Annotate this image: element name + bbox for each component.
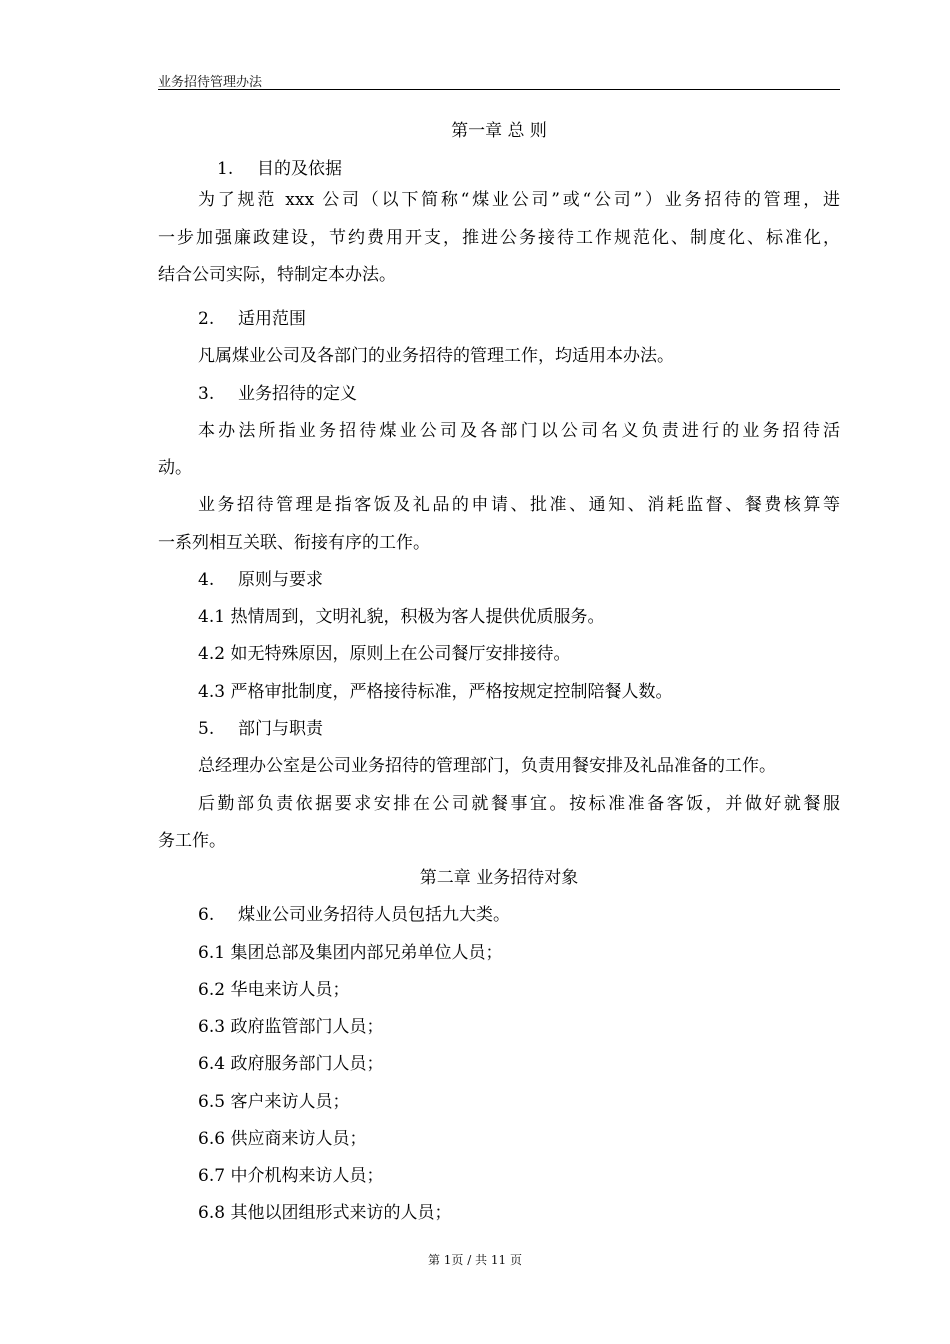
section-number: 3. [198, 384, 215, 404]
paragraph-line: 总经理办公室是公司业务招待的管理部门，负责用餐安排及礼品准备的工作。 [198, 756, 776, 776]
section-3-heading [198, 382, 357, 406]
chapter-1-title: 第一章 总 则 [451, 121, 547, 141]
paragraph-line: 动。 [158, 458, 192, 478]
section-title: 部门与职责 [238, 719, 323, 739]
list-item: 6.3 政府监管部门人员； [198, 1017, 384, 1037]
list-item: 6.4 政府服务部门人员； [198, 1054, 384, 1074]
paragraph-line: 一步加强廉政建设，节约费用开支，推进公务接待工作规范化、制度化、标准化， [158, 228, 840, 248]
running-header: 业务招待管理办法 [158, 75, 263, 90]
paragraph-line: 一系列相互关联、衔接有序的工作。 [158, 533, 430, 553]
list-item: 4.2 如无特殊原因，原则上在公司餐厅安排接待。 [198, 644, 571, 664]
section-5-heading [198, 717, 323, 741]
section-6-heading [198, 903, 510, 927]
list-item: 4.1 热情周到，文明礼貌，积极为客人提供优质服务。 [198, 607, 605, 627]
section-title: 煤业公司业务招待人员包括九大类。 [238, 905, 510, 925]
paragraph-line: 凡属煤业公司及各部门的业务招待的管理工作，均适用本办法。 [198, 346, 674, 366]
paragraph-line: 后勤部负责依据要求安排在公司就餐事宜。按标准准备客饭，并做好就餐服 [198, 794, 840, 814]
list-item: 6.6 供应商来访人员； [198, 1129, 367, 1149]
section-number: 2. [198, 309, 215, 329]
list-item: 6.2 华电来访人员； [198, 980, 350, 1000]
page-number-footer: 第 1页 / 共 11 页 [427, 1253, 523, 1267]
section-title: 适用范围 [238, 309, 306, 329]
list-item: 6.5 客户来访人员； [198, 1092, 350, 1112]
list-item: 6.1 集团总部及集团内部兄弟单位人员； [198, 943, 503, 963]
section-number: 1. [217, 159, 234, 179]
section-title: 业务招待的定义 [238, 384, 357, 404]
paragraph-line: 本办法所指业务招待煤业公司及各部门以公司名义负责进行的业务招待活 [198, 421, 840, 441]
section-title: 目的及依据 [257, 159, 342, 179]
section-number: 5. [198, 719, 215, 739]
paragraph-line: 业务招待管理是指客饭及礼品的申请、批准、通知、消耗监督、餐费核算等 [198, 495, 840, 515]
section-number: 6. [198, 905, 215, 925]
list-item: 6.8 其他以团组形式来访的人员； [198, 1203, 452, 1223]
chapter-2-title: 第二章 业务招待对象 [419, 868, 579, 888]
paragraph-line: 为了规范 xxx 公司（以下简称“煤业公司”或“公司”）业务招待的管理，进 [198, 190, 840, 210]
section-title: 原则与要求 [238, 570, 323, 590]
header-divider [158, 89, 840, 90]
section-4-heading [198, 568, 323, 592]
paragraph-line: 结合公司实际，特制定本办法。 [158, 265, 396, 285]
section-number: 4. [198, 570, 215, 590]
list-item: 6.7 中介机构来访人员； [198, 1166, 384, 1186]
paragraph-line: 务工作。 [158, 831, 226, 851]
section-1-heading [217, 157, 342, 181]
section-2-heading [198, 307, 306, 331]
list-item: 4.3 严格审批制度，严格接待标准，严格按规定控制陪餐人数。 [198, 682, 673, 702]
